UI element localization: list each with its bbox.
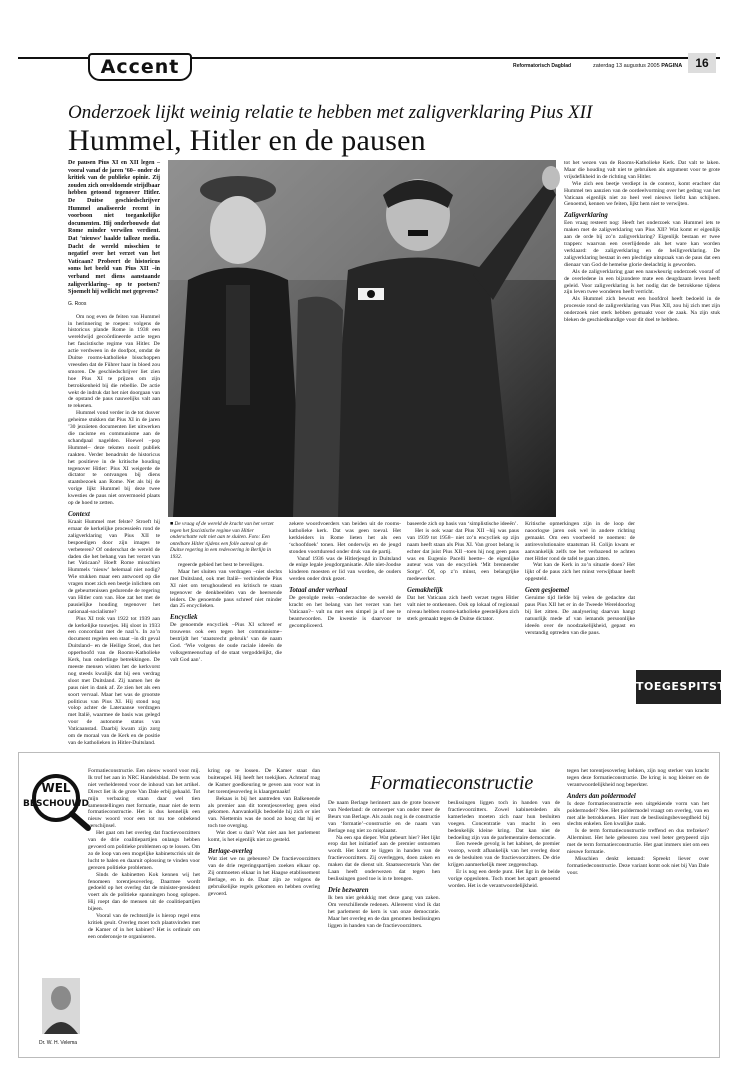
paragraph: Is deze formatieconstructie een uitgekiende vorm van het poldermodel? Nee. Het poldermodel vraagt om overleg, van en met alle betrokkenen. Hier rust de beslissingsbevoegdheid bij slechts enkelen. Een kwalijke zaak. xyxy=(567,800,709,828)
paragraph: De genoemde encycliek –Pius XI schreef er trouwens ook een tegen het communisme– bestrijdt het ‘staatsrecht gebruik’ van de naam God. ‘Wie volgens de oude raciale ideeën de volksgemeenschap of de staat vergoddelijkt, die valt God aan’. xyxy=(170,622,282,663)
article-column-4 xyxy=(407,521,519,742)
column-col-1 xyxy=(88,768,200,1050)
paragraph: Het gaat om het overleg dat fractievoorzitters van de drie coalitiepartijen onlangs hebben gevoerd om politieke problemen op te lossen. Om zo de loop van een mogelijke kabinetscrisis uit de lucht te halen en daaruit oplossing te vinden voor gerezen politieke problemen. xyxy=(88,830,200,871)
paragraph: zekere woordvoerders van beiden uit de rooms-katholieke kerk. Dat was geen toeval. Het kerkleiders in Rome lieten het als een ‘schoofdoek’ tonen. Het onderwijs en de jeugd stonden voortdurend onder druk van de partij. xyxy=(289,521,401,555)
paragraph: Dat het Vaticaan zich heeft verzet tegen Hitler valt niet te ontkennen. Ook op lokaal of regionaal niveau hebben rooms-katholieke geestelijken zich sterk gemaakt tegen de Duitse dictator. xyxy=(407,595,519,622)
byline: G. Roos xyxy=(68,300,87,307)
column-col-4 xyxy=(448,800,560,1050)
paragraph: Het is ook waar dat Pius XII –hij was paus van 1939 tot 1958– niet zo’n encycliek op zijn naam heeft staan als Pius XI. Van groot belang is echter dat juist Pius XII –toen hij nog geen paus was en Eugenio Pacelli heette– de eigenlijke auteur was van de encycliek ‘Mit brennender Sorge’. Of, op z’n minst, een belangrijke medewerker. xyxy=(407,527,519,583)
subheading: Geen gesjoemel xyxy=(525,587,569,595)
paragraph: Pius XI trok van 1922 tot 1939 aan de kerkelijke touwtjes. Hij sloot in 1933 een concordaat met de nazi’s. In zo’n document regelen een staat –in dit geval Duitsland– en de Heilige Stoel, dus het opperhoofd van de Rooms-Katholieke Kerk, hun onderlinge betrekkingen. De meeste mensen wisten het de kerkvorst nog steeds kwalijk dat hij een verdrag sloot met Duitsland. Zij namen het de paus niet in dank af. Ze zien het als een soort vervaal. Maar het was de grootste politicus van Pius XI. Hij stond nog volop achter de Lateraanse verdragen met Italië, waarmee de basis was gelegd voor de autonome status van Vaticaanstad. Daarbij kwam zijn zorg om de moraal van de Kerk en de positie van de katholieken in Hitler-Duitsland. xyxy=(68,615,160,746)
issue-date-text: zaterdag 13 augustus 2005 xyxy=(593,63,660,69)
paragraph: Maar het sluiten van verdragen –niet slechts met Duitsland, ook met Italië– verhinderde Pius XI niet om terughoudend en kritisch te staan tegenover de denkbeelden van de heersende leiders. De genoemde paus schreef niet minder dan 25 encyclieken. xyxy=(170,568,282,610)
article-column-1 xyxy=(68,160,160,746)
column-col-3 xyxy=(328,800,440,1050)
photo-caption-text: De vraag of de wereld de kracht van het verzet tegen het fascistische regime van Hitler onderschatte valt niet aan te sluiten. Foto: Een ontelbare Hitler tijdens een folle aanval op de Duitse regering in een redevoering in Berlijn in 1932. xyxy=(170,521,274,560)
page-header xyxy=(0,45,738,85)
photo-caption: ■ De vraag of de wereld de kracht van het verzet tegen het fascistische regime van Hitler onderschatte valt niet aan te sluiten. Foto: Een ontelbare Hitler tijdens een folle aanval op de Duitse regering in een redevoering in Berlijn in 1932. xyxy=(170,521,274,560)
subheading: Drie bezwaren xyxy=(328,886,369,894)
paragraph: Vanaf 1936 was de Hitlerjeugd in Duitsland de enige legale jeugdorganisatie. Alle niet-Joodse kinderen moesten er lid van worden, de ouders werden onder druk gezet. xyxy=(289,555,401,583)
paragraph: Wat doet u dan? Wat niet aan het parlement komt, is het eigenlijk niet zo gesteld. xyxy=(208,830,320,844)
column-title: Formatieconstructie xyxy=(370,772,534,794)
paragraph: Een tweede gevolg is het kabinet, de premier voorop, wordt afhankelijk van het overleg door en de besluiten van de fractievoorzitters. De drie krijgen aanmerkelijk meer zeggenschap. xyxy=(448,841,560,869)
newspaper-logo: Reformatorisch Dagblad xyxy=(513,63,572,69)
subheading: Totaal ander verhaal xyxy=(289,587,348,595)
paragraph: De gevolgde reeks –onderzochte de wereld de kracht en het belang van het verzet van het Vaticaan?– valt nu met een simpel ja of nee te beantwoorden. De kwestie is daarvoor te gecompliceerd. xyxy=(289,595,401,629)
subheading: Berlage-overleg xyxy=(208,847,253,855)
paragraph: Als Hummel zich bewust een hoofdrol heeft bedoeld in de processie rond de zaligverklaring van Pius XII, zou hij zich met zijn onderzoek niet sterk hebben gemaakt voor de zaak. Na zijn stuk bleken de geschiedkundige voor dit doel te hebben. xyxy=(564,296,720,324)
article-column-3 xyxy=(289,521,401,742)
column-col-5 xyxy=(567,768,709,1050)
subheading: Zaligverklaring xyxy=(564,212,608,220)
paragraph: Een vraag resteert nog: Heeft het onderzoek van Hummel iets te maken met de zaligverklaring van Pius XII? Wat komt er eigenlijk aan de orde bij zo’n zaligverklaring? Eigenlijk bestaan er twee trappen: waarvan een overlijdende als het ware kan worden verklaard: de zaligverklaring en de heiligverklaring. De zaligverklaring bestaat in een plechtige uitspraak van de paus dat een dienaar van God de hemelse glorie deelachtig is geworden. xyxy=(564,220,720,268)
article-kicker: Onderzoek lijkt weinig relatie te hebben met zaligverklaring Pius XII xyxy=(68,102,593,123)
paragraph: Is de term formatieconstructie treffend en dus trefzeker? Allerminst. Het hele gebeuren zou veel beter getypeerd zijn met de term formatierconstructie. Het gaat immers niet om een nieuwe formatie. xyxy=(567,828,709,856)
paragraph: regeerde gebied het best te beveiligen. xyxy=(178,562,264,568)
article-headline: Hummel, Hitler en de pausen xyxy=(68,124,426,157)
subheading: Anders dan poldermodel xyxy=(567,792,636,800)
paragraph: Na een spa dieper. Wat gebeurt hier? Het lijkt erop dat het initiatief aan de premier ontnomen wordt. Het komt te liggen in handen van de fractievoorzitters. Zij overleggen, doen zaken en maken dat de dienst uit. Staatssecretaris Van der Laan heeft onderwezen dat tegen hen beslissingen goed toe is in te brengen. xyxy=(328,834,440,882)
paragraph: Om nog even de feiten van Hummel in herinnering te roepen: volgens de historicus plande Rome in 1938 een wereldwijd gecoördineerde actie tegen het fascistische regime van Hitler. De actie verdween in de doofpot, omdat de Duitse rooms-katholieke bisschoppen vreesden dat de Führer haar in bloed zou smoren. De geschiedschrijver liet zien hoe Pius XI te prijzen om zijn betrokkenheid bij die rebellie. De actie wekt de indruk dat het niet doorgaan van de opstand de paus nauwelijks valt aan te rekenen. xyxy=(68,313,160,410)
column-col-2 xyxy=(208,768,320,1050)
hitler-photo xyxy=(168,160,556,517)
article-intro: De pausen Pius XI en XII legen –vooral vanaf de jaren ’60– onder de kritiek van de publieke opinie. Zij zouden zich onvoldoende strijdbaar hebben getoond tegenover Hitler. De Duitse geschiedschrijver Hummel analiseerde recent in voorboon niet toegankelijke documenten. Hij onderbouwde dat Rome minder verwilen verdient. Dat ‘nieuws’ haalde talloze media. Dacht de wereld misschien te negatief over het verzet van het Vaticaan? Probeert de historicus soms het beeld van Pius XII –in verband met diens aanstaande zaligverklaring– op te poetsen? Sjoemelt hij wellicht met gegevens? xyxy=(68,160,160,296)
page-number: 16 xyxy=(688,53,716,73)
author-photo xyxy=(42,978,80,1034)
photo-image xyxy=(168,160,556,517)
paragraph: Sinds de kabinetten Kok kennen wij het fenomeen torentjesoverleg. Daarmee wordt gedoeld op het overleg dat de minister-president voert als de politieke spanningen hoog oplopen. Hij roept dan de mensen uit de coalitiepartijen bijeen. xyxy=(88,871,200,913)
subheading: Encycliek xyxy=(170,614,198,622)
toegespitst-badge: TOEGESPITST xyxy=(636,670,721,704)
issue-date xyxy=(593,63,682,69)
article-column-6 xyxy=(564,160,720,665)
paragraph: Ik ben niet gelukkig met deze gang van zaken. Om verschillende redenen. Allereerst vind ik dat het parlement de kern is van onze democratie. Maar het overleg en de dan genomen beslissingen liggen in handen van de fractievoorzitters. xyxy=(328,894,440,929)
page-label: PAGINA xyxy=(661,63,683,69)
paragraph: Wat ziet we nu gebeuren? De fractievoorzitters van de drie regeringspartijen zoeken elkaar op. Zij ontmoeten elkaar in het Haagse etablissement Berlage, en in de. Daar zijn ze volgens de gebruikelijke regels gekomen en hebben overleg gevoerd. xyxy=(208,855,320,897)
paragraph: Kritische opmerkingen zijn in de loop der naoorlogse jaren ook wel in andere richting gemaakt. Om een voorbeeld te noemen: de antirevolutionaire staatsman H. Colijn kwam er aanvankelijk zelfs toe het verbazend te achten met Hitler rond de tafel te gaan zitten. xyxy=(525,521,635,562)
magnifier-icon xyxy=(23,768,92,830)
logo-line-2: BESCHOUWD xyxy=(23,799,89,809)
paragraph: Wie zich een beetje verdiept in de context, komt erachter dat Hummel ten aanzien van de oordeelvorming over het gedrag van het Vaticaan eigenlijk niet zo heel veel nieuws liefst kan schijnen. Genoemd, kennen we feiten, lijkt hem niet te verwijten. xyxy=(564,180,720,208)
paragraph: Als de zaligverklaring gaat een nauwkeurig onderzoek vooraf of de overledene in een bijzondere mate een deugdzaam leven heeft geleid. Voor zaligverklaring is het nodig dat de betrokkene tijdens zijn leven twee wonderen heeft verricht. xyxy=(564,268,720,296)
paragraph: Vooral van de rechtsstijle is hierop regel ems kritiek geuit. Overleg moet toch plaatsvinden met de Kamer of in het kabinet? Het is ordinair om een onderonsje te organiseren. xyxy=(88,913,200,940)
paragraph: Bekaas is bij het aantreden van Balkenende als premier aan dit torentjesoverleg geen eind gekomen. Aanvankelijk bedoelde hij zich er niet van. Niettemin was de nood zo hoog dat hij er toch toe overging. xyxy=(208,795,320,830)
paragraph: beslissingen liggen toch in handen van de fractievoorzitters. Zowel kabinetsleden als kamerleden moeten zich naar hun besluiten voegen. Concentratie van macht in een bedenkelijk kleine kring. Dat kan niet de bedoeling zijn van de parlementaire democratie. xyxy=(448,800,560,841)
logo-line-1: WEL xyxy=(41,781,71,795)
paragraph: tegen het torentjesoverleg kehken, zijn nog sterker van kracht tegen deze formatieconstructie. De kring is nog kleiner en de verantwoordelijkheid nog beperkter. xyxy=(567,768,709,788)
paragraph: Formatieconstructie. Een nieuw woord voor mij. Ik trof het aan in NRC Handelsblad. De term was niet verhelderend voor de inhoud van het artikel. Direct liet ik de grote Van Dale erbij gehaald. Tot mijn verbazing staan daar wel tien samenstellingen met formatie, maar niet de term formatieconstructie. Het is dus kennelijk een nieuw woord voor een tot nu toe onbekend verschijnsel. xyxy=(88,768,200,830)
paragraph: Hummel vond verder in de tot dusver geheime stukken dat Pius XI in de jaren ’30 jezuïeten documenten liet uitwerken die racisme en communisme aan de schandpaal nagelden. Hoewel –pop Hummel– deze teksten nooit publiek raakten. Verder benadrukt de historicus het positieve in de kritische houding tegenover Hitler: Pius XI weigerde de dictator te ontvangen bij diens staatsbezoek aan Rome. Net als bij de vorige lijkt Hummel bij deze twee kwesties de paus niet onvermoeid plaats op de hoed te zetten. xyxy=(68,410,160,507)
section-name: Accent xyxy=(100,56,180,78)
paragraph: Misschien denkt iemand: Spreekt liever over formatiedeconstructie. Deze variant komt ook niet bij Van Dale voor. xyxy=(567,855,709,876)
paragraph: tot het wezen van de Rooms-Katholieke Kerk. Dat valt te laken. Maar die houding valt niet te gebruiken als argument voor te grote vrijsdefikheid in de richting van Hitler. xyxy=(564,160,720,180)
article-column-2 xyxy=(170,562,282,742)
paragraph: baseerde zich op basis van ‘simplistische ideeën’. xyxy=(407,521,519,527)
paragraph: De naam Berlage herinnert aan de grote bouwer van Nederland: de ontwerper van onder meer de Beurs van Berlage. Als zoals nog is de constructie van ‘formatie’–constructie en de naam van Berlage nog niet zo misplaatst. xyxy=(328,800,441,834)
subheading: Context xyxy=(68,510,90,518)
paragraph: Er is nog een derde punt. Het ligt in de beide vorige opgesloten. Toch moet het apart genoemd worden. Het is de verantwoordelijkheid. xyxy=(448,869,560,889)
author-name: Dr. W. H. Velema xyxy=(39,1040,78,1046)
paragraph: kring op te lossen. De Kamer staat dan buitenspel. Hij heeft het toekijken. Achteraf mag de Kamer goedkeuring te geven aan voor wat in het torentjesoverleg is klaargemaakt! xyxy=(208,768,320,795)
subheading: Gemakhelijk xyxy=(407,587,443,595)
paragraph: Geruime tijd liefde bij velen de gedachte dat paus Pius XII het er in de Tweede Wereldoorlog bij liet zitten. De analysering daarvan hangt natuurlijk mede af van iemands persoonlijke ideeën over de noodzakelijkheid, gepast en verstandig optreden van die paus. xyxy=(525,595,635,636)
section-label xyxy=(88,53,192,81)
paragraph: Kraait Hummel met felste? Stroeft hij ernaar de kerkelijke processieën rond de zaligverklaring van Pius XII te bespoedigen door zijn images te verbeteren? Of onderschat de wereld de daden die het behang van het verzet van het Vaticaan? Hoeft Rome misschien Hummels ‘nieuw’ helemaal niet nodig? Wie stukken maar een antwoord op die vragen moet zich een beetje inlichten om de gebeurtenissen gedurende de regering van Hitler com van. Hoe zat het met de pausielijke houding tegenover het nationaal-socialisme? xyxy=(68,518,160,615)
paragraph: Wat kan de Kerk in zo’n situatie doen? Het lijkt of de paus zich het minst verwijtbaar heeft opgesteld. xyxy=(525,562,635,583)
